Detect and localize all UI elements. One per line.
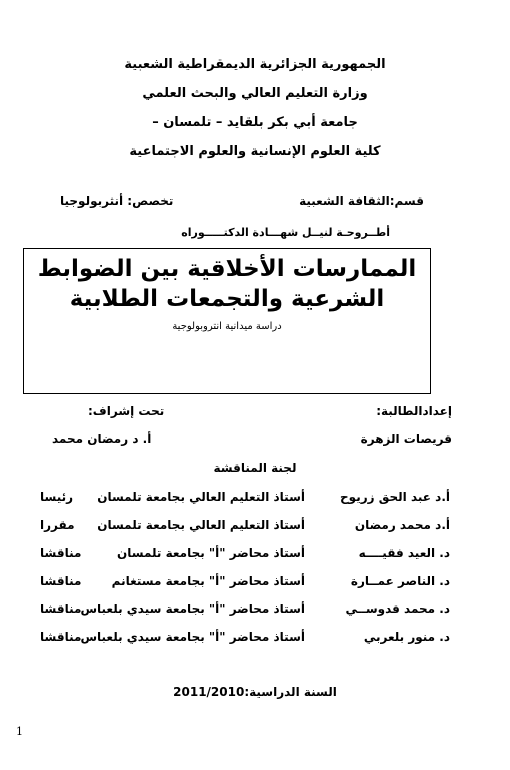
thesis-subtitle: دراسة ميدانية انتروبولوجية <box>172 321 282 332</box>
member-rank: أستاذ التعليم العالي بجامعة تلمسان <box>97 518 305 532</box>
specialty-label: تخصص: أنثربولوجيا <box>60 194 174 208</box>
member-role: مناقشا <box>40 574 82 588</box>
committee-row <box>0 629 510 647</box>
member-rank: أستاذ التعليم العالي بجامعة تلمسان <box>97 490 305 504</box>
thesis-title-line2: الشرعية والتجمعات الطلابية <box>69 286 385 312</box>
member-rank: أستاذ محاضر "أ" بجامعة مستغانم <box>111 574 305 588</box>
thesis-title-line1: الممارسات الأخلاقية بين الضوابط <box>37 256 417 282</box>
member-name: د. العيد فقيــــه <box>358 546 450 560</box>
title-box <box>23 248 431 394</box>
committee-row <box>0 601 510 619</box>
member-name: د. محمد قدوســي <box>345 602 450 616</box>
supervisor-name: أ. د رمضان محمد <box>52 432 152 446</box>
member-role: رئيسا <box>40 490 74 504</box>
member-name: أ.د محمد رمضان <box>354 518 450 532</box>
member-rank: أستاذ محاضر "أ" بجامعة سيدي بلعباس <box>80 630 305 644</box>
republic-name: الجمهورية الجزائرية الديمقراطية الشعبية <box>124 57 386 72</box>
ministry-name: وزارة التعليم العالي والبحث العلمي <box>142 86 368 101</box>
faculty-name: كلية العلوم الإنسانية والعلوم الاجتماعية <box>129 144 381 159</box>
member-name: د. منور بلعربي <box>363 630 450 644</box>
department-label: قسم:الثقافة الشعبية <box>299 194 424 208</box>
academic-year: السنة الدراسية:2011/2010 <box>173 685 337 699</box>
member-rank: أستاذ محاضر "أ" بجامعة تلمسان <box>117 546 305 560</box>
student-name: قريصات الزهرة <box>360 432 452 446</box>
member-name: أ.د عبد الحق زريوح <box>340 490 450 504</box>
prepared-by-label: إعدادالطالبة: <box>376 404 452 418</box>
member-role: مناقشا <box>40 602 82 616</box>
member-role: مناقشا <box>40 630 82 644</box>
committee-heading: لجنة المناقشة <box>213 461 297 475</box>
page-number: 1 <box>16 725 23 738</box>
member-name: د. الناصر عمــارة <box>350 574 450 588</box>
member-role: مقررا <box>40 518 75 532</box>
committee-row <box>0 545 510 563</box>
supervision-label: تحت إشراف: <box>88 404 165 418</box>
thesis-label: أطــروحـة لنيــل شهـــادة الدكتـــــوراه <box>181 226 390 239</box>
member-role: مناقشا <box>40 546 82 560</box>
university-name: جامعة أبي بكر بلقايد – تلمسان – <box>152 115 358 130</box>
committee-row <box>0 517 510 535</box>
committee-row <box>0 489 510 507</box>
committee-row <box>0 573 510 591</box>
member-rank: أستاذ محاضر "أ" بجامعة سيدي بلعباس <box>80 602 305 616</box>
